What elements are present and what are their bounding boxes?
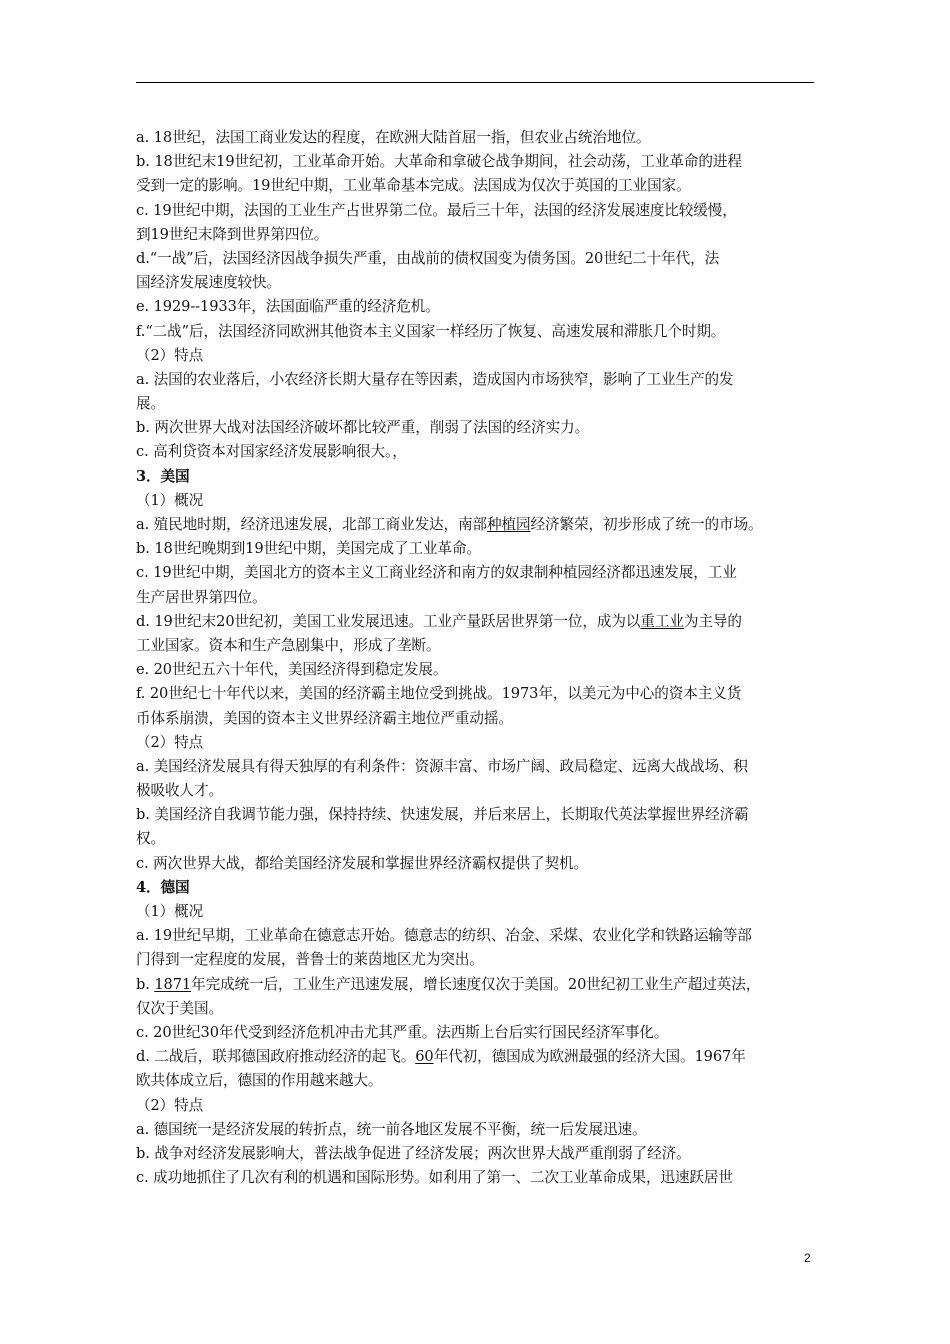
text-line: （1）概况	[136, 491, 204, 509]
text-line: （1）概况	[136, 903, 204, 920]
text-line: b. 18世纪晚期到19世纪中期，美国完成了工业革命。	[136, 540, 481, 558]
text-line: 欧共体成立后，德国的作用越来越大。	[136, 1072, 383, 1090]
text-line: d.“一战”后，法国经济因战争损失严重，由战前的债权国变为债务国。20世纪二十年代，法	[136, 249, 720, 267]
underlined-term: 重工业	[640, 612, 684, 630]
text-line: c. 20世纪30年代受到经济危机冲击尤其严重。法西斯上台后实行国民经济军事化。	[136, 1023, 669, 1041]
text-line: 仅次于美国。	[136, 999, 223, 1017]
text-line: 权。	[136, 830, 165, 848]
text-line: a. 19世纪早期，工业革命在德意志开始。德意志的纺织、冶金、采煤、农业化学和铁路运输等部	[136, 927, 752, 945]
text-line: c. 高利贷资本对国家经济发展影响很大。，	[136, 443, 407, 461]
underlined-term: 1871	[154, 975, 192, 993]
text-line: （2）特点	[136, 1096, 204, 1114]
section-heading: 4．德国	[136, 878, 190, 896]
text-line: c. 成功地抓住了几次有利的机遇和国际形势。如利用了第一、二次工业革命成果，迅速跃居世	[136, 1169, 733, 1187]
text-line: a. 德国统一是经济发展的转折点，统一前各地区发展不平衡，统一后发展迅速。	[136, 1120, 647, 1138]
text-line: 受到一定的影响。19世纪中期，工业革命基本完成。法国成为仅次于英国的工业国家。	[136, 177, 691, 195]
text-line: 币体系崩溃，美国的资本主义世界经济霸主地位严重动摇。	[136, 709, 513, 727]
text-line: e. 20世纪五六十年代，美国经济得到稳定发展。	[136, 661, 448, 679]
text-line: （2）特点	[136, 346, 204, 364]
underlined-term: 60	[415, 1048, 434, 1066]
text-line: b. 两次世界大战对法国经济破坏都比较严重，削弱了法国的经济实力。	[136, 419, 590, 437]
text-line: a. 殖民地时期，经济迅速发展，北部工商业发达，南部种植园经济繁荣，初步形成了统一的市场。	[136, 516, 763, 533]
page-number: 2	[804, 1251, 811, 1265]
text-line: 国经济发展速度较快。	[136, 274, 281, 292]
section-heading: 3．美国	[136, 467, 190, 485]
text-line: 生产居世界第四位。	[136, 588, 267, 606]
text-line: a. 18世纪，法国工商业发达的程度，在欧洲大陆首屈一指，但农业占统治地位。	[136, 129, 651, 146]
text-line: b. 战争对经济发展影响大，普法战争促进了经济发展；两次世界大战严重削弱了经济。	[136, 1144, 691, 1162]
text-line: f.“二战”后，法国经济同欧洲其他资本主义国家一样经历了恢复、高速发展和滞胀几个时期。	[136, 322, 726, 340]
text-line: d. 二战后，联邦德国政府推动经济的起飞。60年代初，德国成为欧洲最强的经济大国。1967年	[136, 1048, 746, 1066]
text-line: 到19世纪末降到世界第四位。	[136, 225, 329, 243]
document-body	[136, 126, 824, 1190]
text-line: d. 19世纪末20世纪初，美国工业发展迅速。工业产量跃居世界第一位，成为以重工业为主导的	[136, 612, 742, 630]
text-line: c. 19世纪中期，法国的工业生产占世界第二位。最后三十年，法国的经济发展速度比较缓慢，	[136, 201, 737, 219]
header-rule	[136, 82, 814, 83]
text-line: b. 美国经济自我调节能力强，保持持续、快速发展，并后来居上，长期取代英法掌握世界经济霸	[136, 806, 749, 824]
text-line: 门得到一定程度的发展，普鲁士的莱茵地区尤为突出。	[136, 951, 484, 969]
text-line: b. 1871年完成统一后，工业生产迅速发展，增长速度仅次于美国。20世纪初工业生产超过英法，	[136, 975, 761, 993]
underlined-term: 种植园	[487, 516, 531, 533]
text-line: 极吸收人才。	[136, 782, 223, 800]
text-line: c. 19世纪中期，美国北方的资本主义工商业经济和南方的奴隶制种植园经济都迅速发展，工业	[136, 564, 737, 582]
text-line: a. 美国经济发展具有得天独厚的有利条件：资源丰富、市场广阔、政局稳定、远离大战战场、积	[136, 757, 748, 775]
text-line: b. 18世纪末19世纪初，工业革命开始。大革命和拿破仑战争期间，社会动荡，工业革命的进程	[136, 153, 742, 171]
text-line: f. 20世纪七十年代以来，美国的经济霸主地位受到挑战。1973年，以美元为中心的资本主义货	[136, 685, 742, 703]
text-line: 工业国家。资本和生产急剧集中，形成了垄断。	[136, 636, 441, 654]
text-line: c. 两次世界大战，都给美国经济发展和掌握世界经济霸权提供了契机。	[136, 854, 588, 872]
text-line: e. 1929--1933年，法国面临严重的经济危机。	[136, 298, 440, 316]
text-line: （2）特点	[136, 733, 204, 751]
text-line: 展。	[136, 395, 165, 413]
text-line: a. 法国的农业落后，小农经济长期大量存在等因素，造成国内市场狭窄，影响了工业生产的发	[136, 370, 734, 388]
